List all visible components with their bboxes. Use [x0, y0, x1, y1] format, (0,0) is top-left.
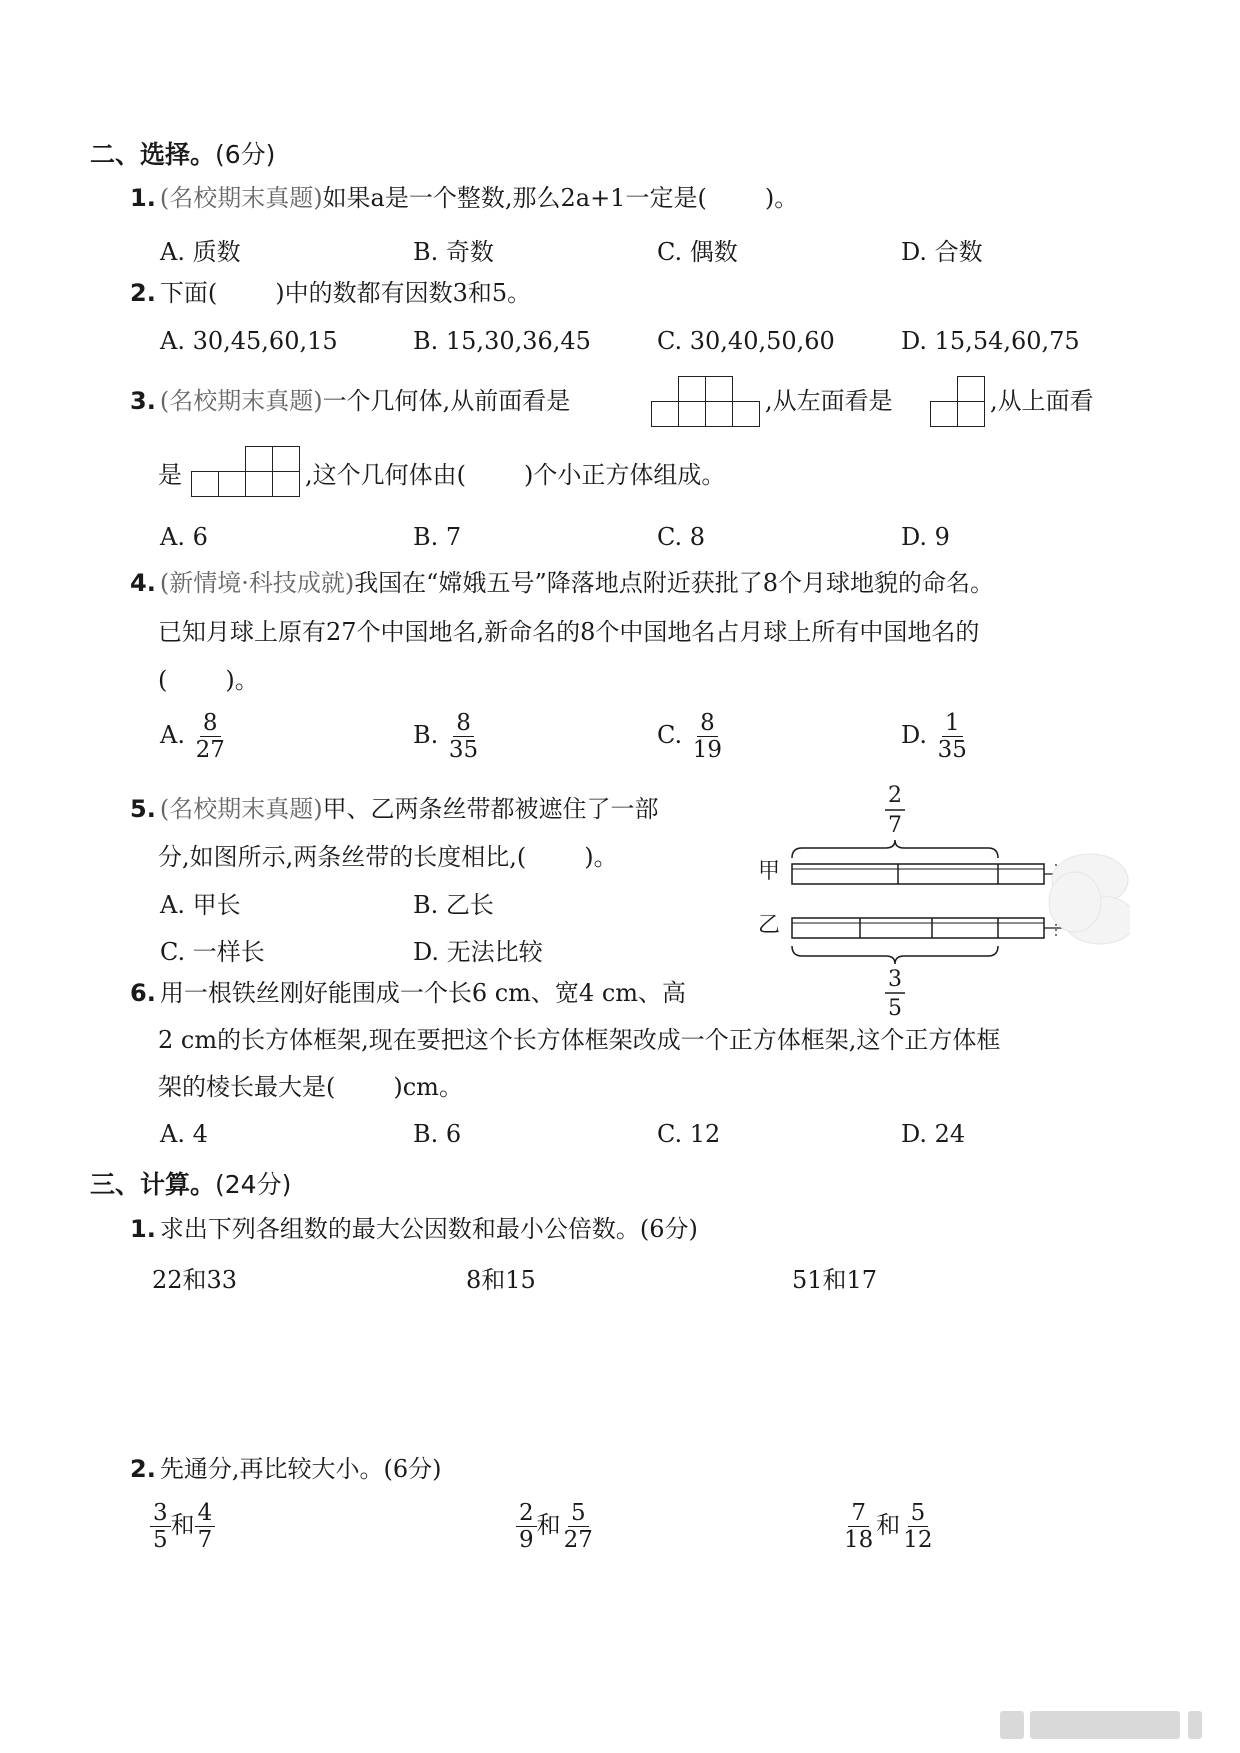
ribbon-yi	[792, 918, 1044, 938]
option-b[interactable]: B. 6	[413, 1120, 462, 1148]
question-2-3-line1-a	[130, 384, 570, 418]
numerator: 1	[942, 710, 963, 737]
fraction-pair	[841, 1500, 936, 1553]
fraction	[841, 1500, 876, 1553]
question-number: 3.	[130, 387, 156, 415]
question-2-1	[130, 181, 798, 215]
question-text: 架的棱长最大是(	[158, 1073, 336, 1101]
question-text: 一个几何体,从前面看是	[322, 387, 571, 415]
option-label: D.	[901, 721, 928, 749]
section-3-title: 三、计算。	[90, 1170, 216, 1199]
option-b[interactable]: B. 15,30,36,45	[413, 327, 591, 355]
question-number: 5.	[130, 795, 156, 823]
option-d[interactable]: D. 15,54,60,75	[901, 327, 1080, 355]
question-number: 2.	[130, 279, 156, 307]
top-fraction-numerator: 2	[888, 783, 902, 808]
bottom-brace	[792, 946, 998, 964]
question-2-6-line2: 2 cm的长方体框架,现在要把这个长方体框架改成一个正方体框架,这个正方体框	[158, 1026, 1001, 1054]
question-text: 下面(	[159, 279, 218, 307]
question-2-3-line2-a: 是	[158, 461, 182, 489]
ribbon-jia	[792, 864, 1044, 884]
denominator: 18	[844, 1527, 874, 1553]
option-b[interactable]: B. 乙长	[413, 891, 494, 919]
question-2-4-line3	[158, 663, 259, 697]
option-a[interactable]: A. 4	[160, 1120, 208, 1148]
denominator: 19	[692, 737, 723, 763]
denominator: 35	[448, 737, 479, 763]
question-3-2	[130, 1452, 441, 1486]
question-text-end: )。	[584, 843, 618, 871]
question-2-3-line1-b: ,从左面看是	[765, 387, 893, 415]
fraction	[935, 710, 970, 763]
number-pair: 51和17	[792, 1266, 878, 1294]
fraction	[561, 1500, 596, 1553]
fraction-pair	[516, 1500, 596, 1553]
section-2-title: 二、选择。	[90, 140, 216, 169]
question-2-4-line1	[130, 566, 994, 600]
fraction	[150, 1500, 171, 1553]
denominator: 27	[195, 737, 225, 763]
option-label: B.	[413, 721, 439, 749]
question-text: ,这个几何体由(	[305, 461, 466, 489]
option-a[interactable]: A. 甲长	[160, 891, 241, 919]
numerator: 2	[516, 1500, 537, 1527]
option-b[interactable]	[413, 710, 481, 763]
section-3-heading	[90, 1165, 291, 1201]
question-text-end: )中的数都有因数3和5。	[275, 279, 532, 307]
numerator: 4	[195, 1500, 216, 1527]
connector: 和	[536, 1511, 561, 1539]
denominator: 5	[153, 1527, 168, 1553]
question-number: 6.	[130, 979, 156, 1007]
fraction	[193, 710, 228, 763]
connector: 和	[876, 1511, 901, 1539]
top-view-diagram	[191, 446, 300, 497]
ribbon-yi-label: 乙	[758, 913, 781, 938]
numerator: 5	[908, 1500, 929, 1527]
front-view-diagram	[651, 376, 760, 427]
numerator: 7	[848, 1500, 869, 1527]
numerator: 8	[697, 710, 718, 737]
question-2-3-line2-b	[305, 458, 725, 492]
fraction	[446, 710, 481, 763]
denominator: 35	[937, 737, 967, 763]
fraction	[195, 1500, 216, 1553]
scan-mark	[1188, 1711, 1202, 1739]
bottom-fraction-numerator: 3	[888, 967, 902, 992]
number-pair: 22和33	[152, 1266, 238, 1294]
question-text-end: )。	[764, 184, 799, 212]
question-2-5-line1	[130, 792, 659, 826]
option-d[interactable]	[901, 710, 970, 763]
question-2-6-line3	[158, 1070, 463, 1104]
question-text: 如果a是一个整数,那么2a+1一定是(	[322, 184, 707, 212]
fraction	[690, 710, 725, 763]
option-c[interactable]: C. 12	[657, 1120, 721, 1148]
fraction-pair	[150, 1500, 215, 1553]
connector: 和	[170, 1511, 195, 1539]
option-c[interactable]: C. 30,40,50,60	[657, 327, 835, 355]
fraction	[900, 1500, 935, 1553]
question-2-2	[130, 276, 531, 310]
option-b[interactable]: B. 奇数	[413, 238, 494, 266]
question-text: 我国在“嫦娥五号”降落地点附近获批了8个月球地貌的命名。	[354, 569, 994, 597]
ribbon-figure	[750, 780, 1130, 1020]
question-number: 1.	[130, 184, 156, 212]
question-text: 求出下列各组数的最大公因数和最小公倍数。(6分)	[159, 1215, 698, 1243]
question-text: 先通分,再比较大小。(6分)	[159, 1455, 442, 1483]
option-a[interactable]: A. 30,45,60,15	[160, 327, 338, 355]
option-c[interactable]	[657, 710, 725, 763]
top-brace	[792, 840, 998, 858]
numerator: 5	[568, 1500, 589, 1527]
bottom-fraction-denominator: 5	[888, 996, 902, 1020]
paren-open: (	[158, 666, 168, 694]
ribbon-jia-label: 甲	[758, 859, 781, 884]
option-d[interactable]: D. 无法比较	[413, 938, 543, 966]
question-text-end: )个小正方体组成。	[524, 461, 726, 489]
scan-mark	[1030, 1711, 1180, 1739]
option-d[interactable]: D. 9	[901, 523, 950, 551]
cloud-cover	[1049, 854, 1130, 944]
question-2-4-line2: 已知月球上原有27个中国地名,新命名的8个中国地名占月球上所有中国地名的	[158, 618, 980, 646]
question-number: 4.	[130, 569, 156, 597]
question-text: 用一根铁丝刚好能围成一个长6 cm、宽4 cm、高	[159, 979, 687, 1007]
numerator: 3	[150, 1500, 171, 1527]
option-d[interactable]: D. 24	[901, 1120, 966, 1148]
denominator: 12	[903, 1527, 933, 1553]
question-source: (名校期末真题)	[159, 184, 323, 212]
option-a[interactable]: A. 6	[160, 523, 208, 551]
number-pair: 8和15	[466, 1266, 536, 1294]
paren-close: )。	[225, 666, 259, 694]
numerator: 8	[453, 710, 474, 737]
option-c[interactable]: C. 一样长	[160, 938, 265, 966]
option-d[interactable]: D. 合数	[901, 238, 983, 266]
denominator: 9	[519, 1527, 534, 1553]
fraction	[516, 1500, 537, 1553]
question-2-5-line2	[158, 840, 618, 874]
option-b[interactable]: B. 7	[413, 523, 462, 551]
section-2-heading	[90, 135, 275, 171]
left-view-diagram	[930, 376, 985, 427]
question-number: 1.	[130, 1215, 156, 1243]
question-source: (名校期末真题)	[159, 387, 323, 415]
question-text: 分,如图所示,两条丝带的长度相比,(	[158, 843, 527, 871]
section-3-score: (24分)	[215, 1170, 292, 1199]
question-2-6-line1	[130, 976, 686, 1010]
numerator: 8	[200, 710, 221, 737]
option-a[interactable]	[160, 710, 228, 763]
scan-mark	[1000, 1711, 1024, 1739]
question-text: 甲、乙两条丝带都被遮住了一部	[322, 795, 659, 823]
option-label: A.	[160, 721, 185, 749]
option-a[interactable]: A. 质数	[160, 238, 241, 266]
question-2-3-line1-c: ,从上面看	[990, 387, 1094, 415]
section-2-score: (6分)	[215, 140, 276, 169]
question-source: (名校期末真题)	[159, 795, 323, 823]
option-c[interactable]: C. 偶数	[657, 238, 738, 266]
question-source: (新情境·科技成就)	[159, 569, 355, 597]
denominator: 7	[197, 1527, 213, 1553]
question-3-1	[130, 1212, 698, 1246]
option-c[interactable]: C. 8	[657, 523, 706, 551]
question-text-end: )cm。	[393, 1073, 463, 1101]
top-fraction-denominator: 7	[888, 813, 902, 838]
denominator: 27	[563, 1527, 593, 1553]
question-number: 2.	[130, 1455, 156, 1483]
option-label: C.	[657, 721, 683, 749]
